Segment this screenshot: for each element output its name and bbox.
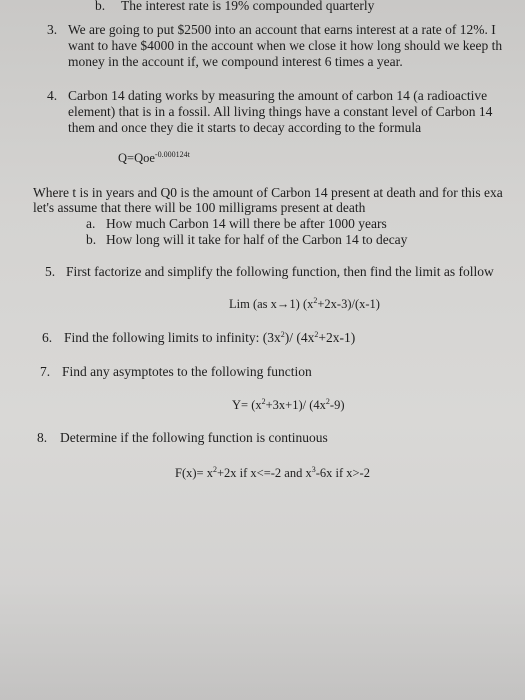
question-3-number: 3. bbox=[47, 22, 58, 37]
question-8-formula-sup-2: 3 bbox=[311, 465, 316, 474]
question-7-formula-mid: +3x+1)/ (4x bbox=[265, 398, 326, 412]
question-3-line-2: want to have $4000 in the account when we close it how long should we keep th bbox=[68, 38, 503, 53]
question-5-formula-suffix: +2x-3)/(x-1) bbox=[317, 297, 380, 311]
question-8-formula-sup-1: 2 bbox=[212, 465, 217, 474]
top-line-text: The interest rate is 19% compounded quarterly bbox=[121, 0, 375, 13]
decay-formula bbox=[118, 151, 190, 166]
part-a-text: How much Carbon 14 will there be after 1000 years bbox=[106, 216, 387, 231]
question-4-line-3: them and once they die it starts to decay according to the formula bbox=[68, 120, 422, 135]
question-6-text-sup-1: 2 bbox=[280, 330, 285, 339]
decay-formula-exponent: -0.000124t bbox=[154, 150, 190, 159]
question-3-line-1: We are going to put $2500 into an account that earns interest at a rate of 12%. I bbox=[68, 22, 496, 37]
question-6-text-sup-2: 2 bbox=[314, 330, 319, 339]
question-6-text-prefix: Find the following limits to infinity: (3x bbox=[64, 330, 281, 345]
question-4-number: 4. bbox=[47, 88, 58, 103]
part-b-letter: b. bbox=[86, 232, 97, 247]
question-3-line-3: money in the account if, we compound interest 6 times a year. bbox=[68, 54, 403, 69]
question-8-formula-prefix: F(x)= x bbox=[175, 466, 213, 480]
question-5-number: 5. bbox=[45, 264, 56, 279]
question-4-line-1: Carbon 14 dating works by measuring the amount of carbon 14 (a radioactive bbox=[68, 88, 488, 103]
question-7-formula-sup-2: 2 bbox=[325, 397, 330, 406]
question-8-number: 8. bbox=[37, 430, 48, 445]
question-5-formula-sup: 2 bbox=[313, 296, 318, 305]
question-7-formula-suffix: -9) bbox=[329, 398, 345, 412]
question-8-formula-suffix: -6x if x>-2 bbox=[315, 466, 370, 480]
question-5-text: First factorize and simplify the following function, then find the limit as follow bbox=[66, 264, 494, 279]
question-6-number: 6. bbox=[42, 330, 53, 345]
question-5-formula-prefix: Lim (as x→1) (x bbox=[229, 297, 314, 311]
part-a-letter: a. bbox=[86, 216, 96, 231]
question-7-formula-prefix: Y= (x bbox=[232, 398, 262, 412]
decay-formula-base: Q=Qoe bbox=[118, 151, 155, 165]
question-8-formula bbox=[175, 466, 370, 481]
question-4-line-2: element) that is in a fossil. All living things have a constant level of Carbon 14 bbox=[68, 104, 493, 119]
part-b-text: How long will it take for half of the Carbon 14 to decay bbox=[106, 232, 408, 247]
question-8-formula-mid: +2x if x<=-2 and x bbox=[216, 466, 312, 480]
question-4-paragraph-line-2: let's assume that there will be 100 milligrams present at death bbox=[33, 200, 366, 215]
question-6-text-mid: )/ (4x bbox=[284, 330, 315, 345]
item-b-letter: b. bbox=[95, 0, 106, 13]
question-7-number: 7. bbox=[40, 364, 51, 379]
question-6-text bbox=[64, 330, 355, 345]
question-5-formula bbox=[229, 297, 380, 312]
page-shadow bbox=[0, 580, 525, 700]
question-7-formula bbox=[232, 398, 344, 413]
question-7-formula-sup-1: 2 bbox=[261, 397, 266, 406]
question-4-paragraph-line-1: Where t is in years and Q0 is the amount of Carbon 14 present at death and for this exa bbox=[33, 185, 503, 200]
question-6-text-suffix: +2x-1) bbox=[318, 330, 356, 345]
question-7-text: Find any asymptotes to the following function bbox=[62, 364, 312, 379]
question-8-text: Determine if the following function is continuous bbox=[60, 430, 328, 445]
